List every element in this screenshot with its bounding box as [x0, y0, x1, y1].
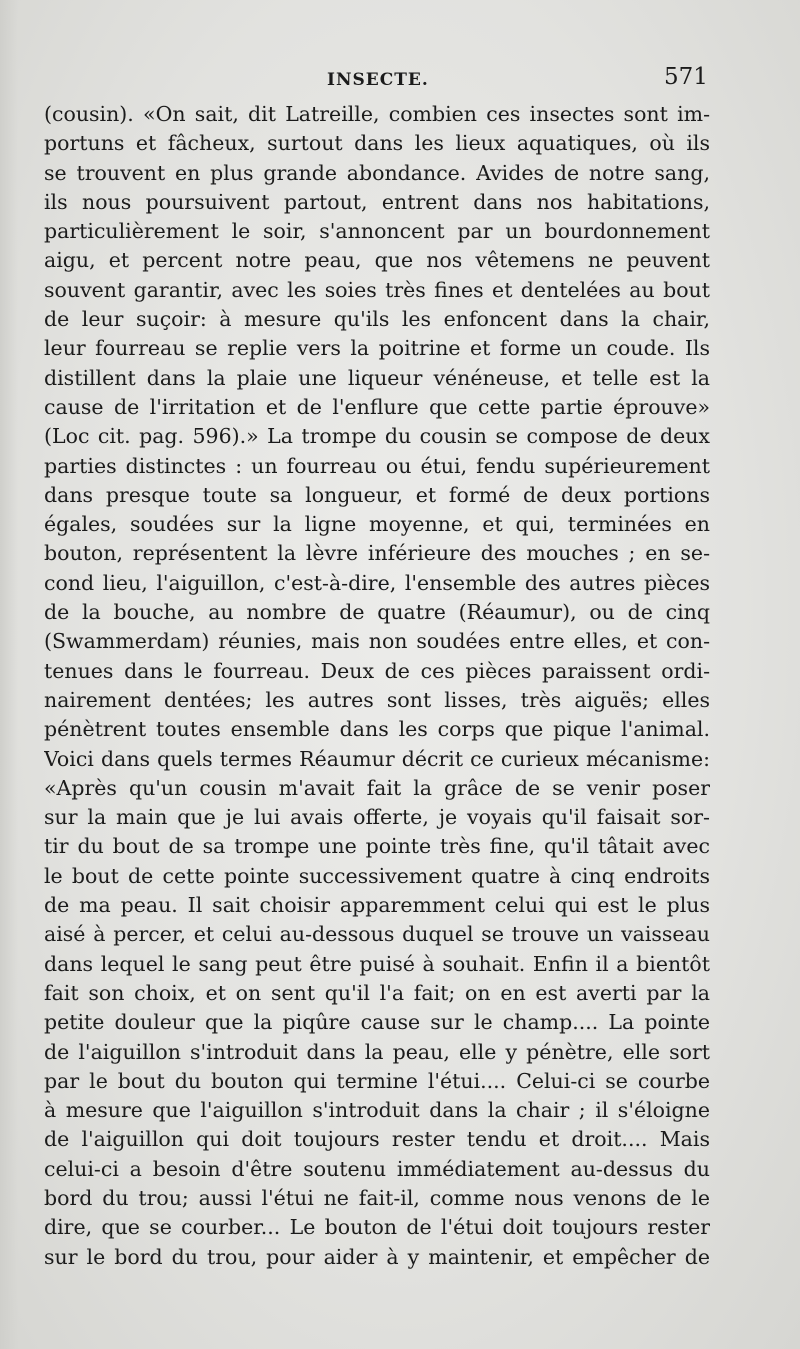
text-line: cause de l'irritation et de l'enflure que cette partie éprouve» — [44, 394, 710, 419]
text-line: pénètrent toutes ensemble dans les corps que pique l'animal. — [44, 717, 710, 742]
text-line: dans presque toute sa longueur, et formé de deux portions — [44, 482, 710, 507]
text-line: bouton, représentent la lèvre inférieure des mouches ; en se- — [44, 541, 710, 566]
text-line: leur fourreau se replie vers la poitrine et forme un coude. Ils — [44, 336, 710, 361]
text-line: distillent dans la plaie une liqueur vénéneuse, et telle est la — [44, 365, 710, 390]
text-line: sur la main que je lui avais offerte, je voyais qu'il faisait sor- — [44, 805, 710, 830]
text-line: se trouvent en plus grande abondance. Avides de notre sang, — [44, 160, 710, 185]
text-line: de l'aiguillon qui doit toujours rester tendu et droit.... Mais — [44, 1127, 710, 1152]
text-line: (cousin). «On sait, dit Latreille, combien ces insectes sont im- — [44, 102, 710, 126]
text-line: égales, soudées sur la ligne moyenne, et qui, terminées en — [44, 512, 710, 537]
text-line: dire, que se courber... Le bouton de l'étui doit toujours rester — [44, 1215, 710, 1240]
text-line: à mesure que l'aiguillon s'introduit dans la chair ; il s'éloigne — [44, 1098, 710, 1123]
text-line: dans lequel le sang peut être puisé à souhait. Enfin il a bientôt — [44, 951, 710, 976]
gutter-shadow — [0, 0, 18, 1349]
text-line: de la bouche, au nombre de quatre (Réaumur), ou de cinq — [44, 600, 710, 625]
text-line: parties distinctes : un fourreau ou étui, fendu supérieurement — [44, 453, 710, 478]
text-line: le bout de cette pointe successivement quatre à cinq endroits — [44, 863, 710, 888]
text-line: bord du trou; aussi l'étui ne fait-il, comme nous venons de le — [44, 1185, 710, 1210]
text-line: nairement dentées; les autres sont lisses, très aiguës; elles — [44, 687, 710, 712]
text-line: portuns et fâcheux, surtout dans les lieux aquatiques, où ils — [44, 131, 710, 156]
text-line: tir du bout de sa trompe une pointe très fine, qu'il tâtait avec — [44, 834, 710, 859]
text-line: aisé à percer, et celui au-dessous duquel se trouve un vaisseau — [44, 922, 710, 947]
text-line: celui-ci a besoin d'être soutenu immédiatement au-dessus du — [44, 1156, 710, 1181]
text-line: fait son choix, et on sent qu'il l'a fait; on en est averti par la — [44, 980, 710, 1005]
text-line: «Après qu'un cousin m'avait fait la grâce de se venir poser — [44, 775, 710, 800]
text-line: (Loc cit. pag. 596).» La trompe du cousin se compose de deux — [44, 424, 710, 449]
text-line: aigu, et percent notre peau, que nos vêtemens ne peuvent — [44, 248, 710, 273]
text-line: cond lieu, l'aiguillon, c'est-à-dire, l'ensemble des autres pièces — [44, 570, 710, 595]
text-line: de l'aiguillon s'introduit dans la peau, elle y pénètre, elle sort — [44, 1039, 710, 1064]
text-line: petite douleur que la piqûre cause sur le champ.... La pointe — [44, 1010, 710, 1035]
page-number: 571 — [664, 64, 708, 90]
text-line: tenues dans le fourreau. Deux de ces pièces paraissent ordi- — [44, 658, 710, 683]
text-line: de leur suçoir: à mesure qu'ils les enfoncent dans la chair, — [44, 307, 710, 332]
text-line: ils nous poursuivent partout, entrent dans nos habitations, — [44, 189, 710, 214]
text-line: souvent garantir, avec les soies très fines et dentelées au bout — [44, 277, 710, 302]
text-line: particulièrement le soir, s'annoncent par un bourdonnement — [44, 219, 710, 244]
text-line: sur le bord du trou, pour aider à y maintenir, et empêcher de — [44, 1244, 710, 1269]
page-header — [0, 64, 800, 94]
text-line: Voici dans quels termes Réaumur décrit ce curieux mécanisme: — [44, 746, 710, 771]
text-line: (Swammerdam) réunies, mais non soudées entre elles, et con- — [44, 629, 710, 654]
running-head: INSECTE. — [327, 70, 429, 90]
text-line: par le bout du bouton qui termine l'étui.... Celui-ci se courbe — [44, 1068, 710, 1093]
body-text — [44, 100, 710, 1272]
text-line: de ma peau. Il sait choisir apparemment celui qui est le plus — [44, 893, 710, 918]
